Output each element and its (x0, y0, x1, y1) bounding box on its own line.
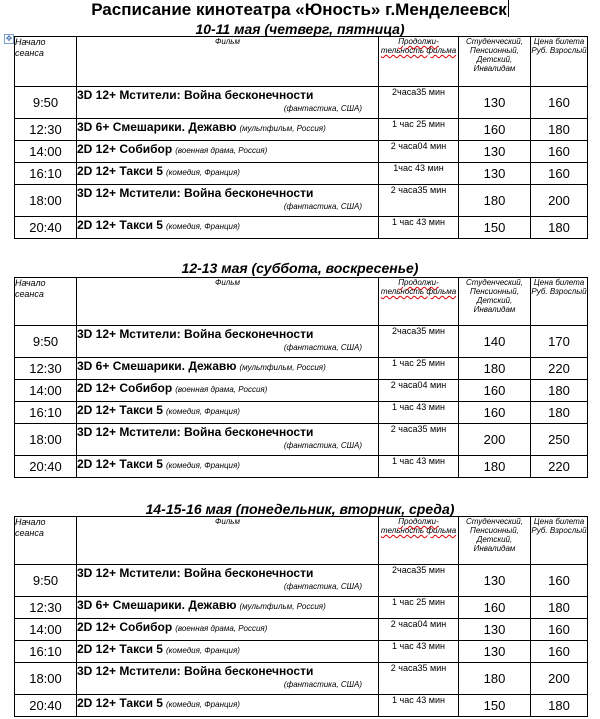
showtime: 9:50 (15, 565, 77, 597)
adult-price: 220 (531, 358, 588, 380)
table-row (15, 619, 588, 641)
table-row (15, 695, 588, 717)
showtime: 18:00 (15, 185, 77, 217)
adult-price: 160 (531, 163, 588, 185)
film-cell (77, 119, 379, 141)
film-title-line (77, 424, 378, 440)
film-title-line (77, 565, 378, 581)
header-row (15, 517, 588, 565)
student-price: 200 (459, 424, 531, 456)
adult-price: 160 (531, 565, 588, 597)
adult-price: 250 (531, 424, 588, 456)
film-title: 3D 12+ Мстители: Война бесконечности (77, 425, 314, 439)
film-genre: (комедия, Франция) (165, 168, 240, 177)
adult-price: 180 (531, 217, 588, 239)
showtime: 18:00 (15, 663, 77, 695)
showtime: 9:50 (15, 87, 77, 119)
film-title-line (77, 619, 378, 637)
film-title-line (77, 185, 378, 201)
film-title-line (77, 119, 378, 137)
film-genre: (комедия, Франция) (165, 461, 240, 470)
student-price: 180 (459, 663, 531, 695)
film-cell (77, 597, 379, 619)
film-title: 3D 12+ Мстители: Война бесконечности (77, 88, 314, 102)
student-price: 130 (459, 641, 531, 663)
film-cell (77, 695, 379, 717)
film-title-line (77, 641, 378, 659)
film-duration: 1 час 43 мин (379, 456, 459, 478)
film-genre: (фантастика, США) (283, 104, 362, 113)
film-title: 2D 12+ Такси 5 (77, 642, 163, 656)
adult-price: 180 (531, 402, 588, 424)
showtime: 20:40 (15, 695, 77, 717)
film-genre: (мультфильм, Россия) (239, 602, 326, 611)
header-film: Фильм (77, 517, 379, 565)
student-price: 130 (459, 163, 531, 185)
film-genre: (фантастика, США) (283, 441, 362, 450)
student-price: 130 (459, 565, 531, 597)
film-title: 2D 12+ Такси 5 (77, 218, 163, 232)
table-row (15, 456, 588, 478)
adult-price: 180 (531, 380, 588, 402)
film-title-line (77, 217, 378, 235)
header-student-price: Студенческий, Пенсионный, Детский, Инвалидам (459, 37, 531, 87)
showtime: 20:40 (15, 217, 77, 239)
student-price: 160 (459, 119, 531, 141)
film-duration: 2часа35 мин (379, 565, 459, 597)
header-time: Начало сеанса (15, 517, 77, 565)
film-title: 2D 12+ Такси 5 (77, 164, 163, 178)
student-price: 140 (459, 326, 531, 358)
table-row (15, 402, 588, 424)
film-duration: 1 час 43 мин (379, 217, 459, 239)
film-duration: 1 час 43 мин (379, 402, 459, 424)
film-cell (77, 424, 379, 456)
film-title-line (77, 358, 378, 376)
film-title: 3D 12+ Мстители: Война бесконечности (77, 566, 314, 580)
film-genre: (военная драма, Россия) (175, 146, 268, 155)
film-genre: (военная драма, Россия) (175, 624, 268, 633)
film-duration: 1 час 25 мин (379, 358, 459, 380)
adult-price: 170 (531, 326, 588, 358)
section-heading: 12-13 мая (суббота, воскресенье) (181, 260, 419, 276)
film-title-line (77, 326, 378, 342)
adult-price: 160 (531, 619, 588, 641)
adult-price: 220 (531, 456, 588, 478)
film-cell (77, 87, 379, 119)
showtime: 12:30 (15, 119, 77, 141)
adult-price: 160 (531, 141, 588, 163)
film-genre: (комедия, Франция) (165, 222, 240, 231)
student-price: 150 (459, 217, 531, 239)
showtime: 12:30 (15, 358, 77, 380)
table-row (15, 185, 588, 217)
section-heading: 14-15-16 мая (понедельник, вторник, среда) (145, 501, 455, 517)
film-title: 2D 12+ Собибор (77, 620, 173, 634)
showtime: 16:10 (15, 163, 77, 185)
page-title-text: Расписание кинотеатра «Юность» г.Менделеевск (91, 0, 507, 19)
header-adult-price: Цена билета Руб. Взрослый (531, 37, 588, 87)
student-price: 130 (459, 87, 531, 119)
student-price: 180 (459, 358, 531, 380)
film-duration: 1 час 43 мин (379, 641, 459, 663)
film-genre: (фантастика, США) (283, 680, 362, 689)
film-cell (77, 380, 379, 402)
table-row (15, 663, 588, 695)
student-price: 180 (459, 185, 531, 217)
adult-price: 200 (531, 663, 588, 695)
text-cursor (508, 0, 509, 17)
film-cell (77, 185, 379, 217)
film-genre: (мультфильм, Россия) (239, 363, 326, 372)
film-cell (77, 358, 379, 380)
film-cell (77, 163, 379, 185)
header-time: Начало сеанса (15, 37, 77, 87)
film-duration: 2часа35 мин (379, 326, 459, 358)
film-duration: 2 часа35 мин (379, 185, 459, 217)
film-genre: (комедия, Франция) (165, 700, 240, 709)
header-film: Фильм (77, 278, 379, 326)
header-row (15, 37, 588, 87)
film-title: 2D 12+ Собибор (77, 142, 173, 156)
student-price: 160 (459, 597, 531, 619)
film-cell (77, 663, 379, 695)
table-row (15, 358, 588, 380)
adult-price: 180 (531, 597, 588, 619)
table-row (15, 87, 588, 119)
film-cell (77, 141, 379, 163)
showtime: 18:00 (15, 424, 77, 456)
film-title: 2D 12+ Собибор (77, 381, 173, 395)
table-row (15, 597, 588, 619)
film-title-line (77, 87, 378, 103)
header-row (15, 278, 588, 326)
film-title-line (77, 663, 378, 679)
film-title: 3D 6+ Смешарики. Дежавю (77, 359, 237, 373)
film-duration: 2 часа04 мин (379, 141, 459, 163)
film-title: 2D 12+ Такси 5 (77, 696, 163, 710)
student-price: 130 (459, 619, 531, 641)
film-duration: 2 часа35 мин (379, 663, 459, 695)
film-cell (77, 402, 379, 424)
adult-price: 180 (531, 695, 588, 717)
film-title: 2D 12+ Такси 5 (77, 403, 163, 417)
film-duration: 1час 43 мин (379, 163, 459, 185)
schedule-table (14, 516, 588, 717)
film-cell (77, 641, 379, 663)
student-price: 180 (459, 456, 531, 478)
film-title-line (77, 597, 378, 615)
film-duration: 2 часа04 мин (379, 619, 459, 641)
adult-price: 180 (531, 119, 588, 141)
table-row (15, 119, 588, 141)
header-time: Начало сеанса (15, 278, 77, 326)
showtime: 9:50 (15, 326, 77, 358)
film-duration: 2 часа04 мин (379, 380, 459, 402)
showtime: 12:30 (15, 597, 77, 619)
student-price: 160 (459, 380, 531, 402)
section-heading: 10-11 мая (четверг, пятница) (195, 21, 405, 37)
header-duration: Продолжи-тельность фильма (379, 278, 459, 326)
film-duration: 1 час 43 мин (379, 695, 459, 717)
table-row (15, 326, 588, 358)
film-genre: (фантастика, США) (283, 582, 362, 591)
table-row (15, 141, 588, 163)
film-title-line (77, 456, 378, 474)
film-title: 3D 6+ Смешарики. Дежавю (77, 120, 237, 134)
film-title-line (77, 695, 378, 713)
film-genre: (комедия, Франция) (165, 407, 240, 416)
header-adult-price: Цена билета Руб. Взрослый (531, 278, 588, 326)
student-price: 150 (459, 695, 531, 717)
film-genre: (мультфильм, Россия) (239, 124, 326, 133)
film-genre: (комедия, Франция) (165, 646, 240, 655)
header-adult-price: Цена билета Руб. Взрослый (531, 517, 588, 565)
table-row (15, 380, 588, 402)
film-cell (77, 456, 379, 478)
film-genre: (фантастика, США) (283, 343, 362, 352)
table-row (15, 163, 588, 185)
film-duration: 2часа35 мин (379, 87, 459, 119)
header-duration: Продолжи-тельность фильма (379, 517, 459, 565)
film-title-line (77, 163, 378, 181)
film-title: 3D 12+ Мстители: Война бесконечности (77, 327, 314, 341)
film-cell (77, 326, 379, 358)
schedule-table (14, 36, 588, 239)
film-genre: (военная драма, Россия) (175, 385, 268, 394)
film-title-line (77, 380, 378, 398)
table-row (15, 565, 588, 597)
film-duration: 1 час 25 мин (379, 119, 459, 141)
film-title: 3D 6+ Смешарики. Дежавю (77, 598, 237, 612)
student-price: 160 (459, 402, 531, 424)
showtime: 16:10 (15, 641, 77, 663)
film-cell (77, 565, 379, 597)
adult-price: 160 (531, 641, 588, 663)
schedule-table (14, 277, 588, 478)
film-genre: (фантастика, США) (283, 202, 362, 211)
adult-price: 160 (531, 87, 588, 119)
film-title: 3D 12+ Мстители: Война бесконечности (77, 664, 314, 678)
student-price: 130 (459, 141, 531, 163)
page-title (0, 0, 600, 20)
film-duration: 2 часа35 мин (379, 424, 459, 456)
film-cell (77, 619, 379, 641)
film-title-line (77, 402, 378, 420)
film-title: 2D 12+ Такси 5 (77, 457, 163, 471)
film-title-line (77, 141, 378, 159)
header-student-price: Студенческий, Пенсионный, Детский, Инвалидам (459, 517, 531, 565)
showtime: 16:10 (15, 402, 77, 424)
showtime: 14:00 (15, 619, 77, 641)
adult-price: 200 (531, 185, 588, 217)
table-row (15, 217, 588, 239)
table-row (15, 424, 588, 456)
film-title: 3D 12+ Мстители: Война бесконечности (77, 186, 314, 200)
header-duration: Продолжи-тельность фильма (379, 37, 459, 87)
table-move-handle-icon[interactable]: ✥ (5, 34, 13, 43)
film-duration: 1 час 25 мин (379, 597, 459, 619)
header-student-price: Студенческий, Пенсионный, Детский, Инвалидам (459, 278, 531, 326)
showtime: 14:00 (15, 141, 77, 163)
film-cell (77, 217, 379, 239)
showtime: 20:40 (15, 456, 77, 478)
header-film: Фильм (77, 37, 379, 87)
table-row (15, 641, 588, 663)
showtime: 14:00 (15, 380, 77, 402)
